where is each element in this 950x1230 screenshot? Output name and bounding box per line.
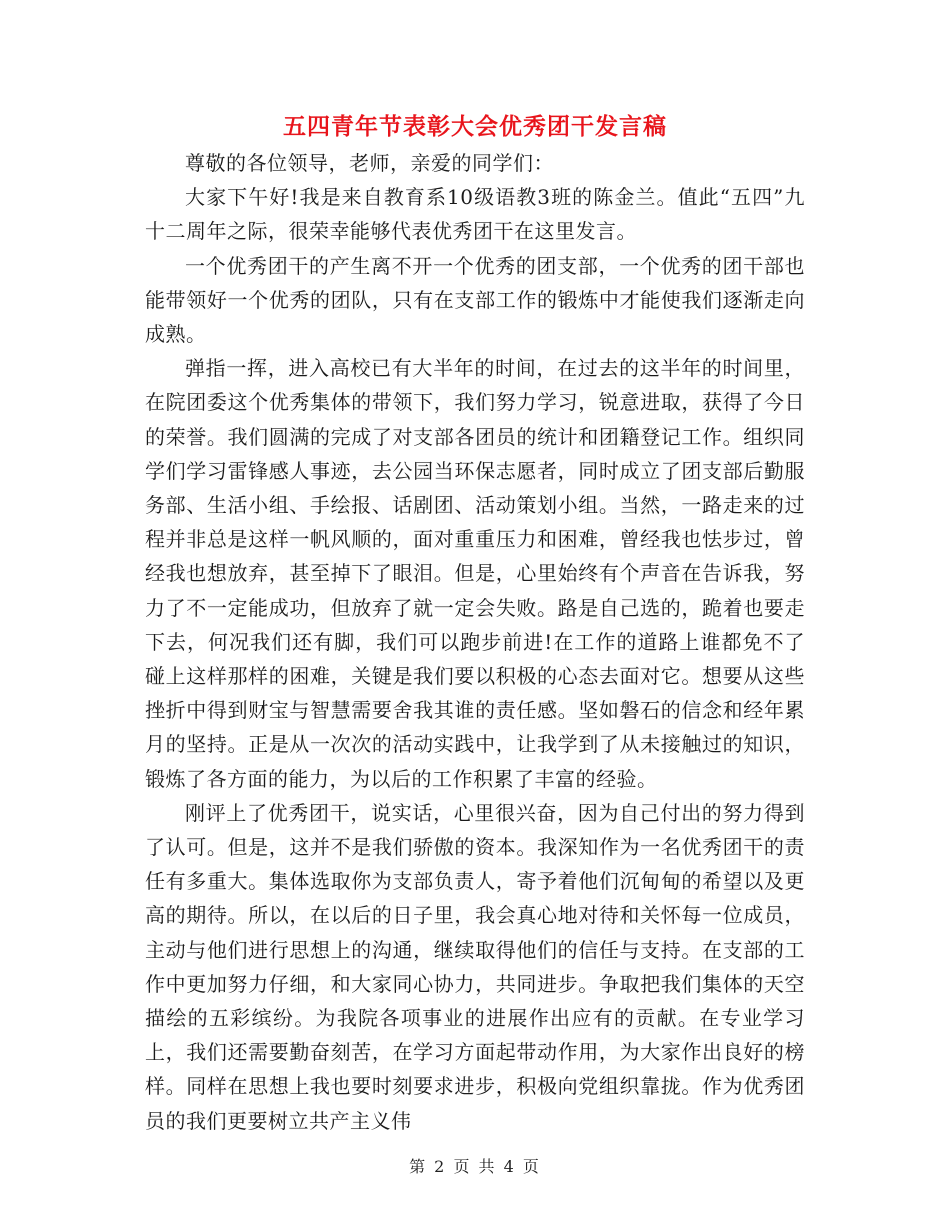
paragraph-commitment: 刚评上了优秀团干，说实话，心里很兴奋，因为自己付出的努力得到了认可。但是，这并不是我们骄傲的资本。我深知作为一名优秀团干的责任有多重大。集体选取你为支部负责人，寄予着他们沉甸甸的希望以及更高的期待。所以，在以后的日子里，我会真心地对待和关怀每一位成员，主动与他们进行思想上的沟通，继续取得他们的信任与支持。在支部的工作中更加努力仔细，和大家同心协力，共同进步。争取把我们集体的天空描绘的五彩缤纷。为我院各项事业的进展作出应有的贡献。在专业学习上，我们还需要勤奋刻苦，在学习方面起带动作用，为大家作出良好的榜样。同样在思想上我也要时刻要求进步，积极向党组织靠拢。作为优秀团员的我们更要树立共产主义伟 (145, 800, 805, 1133)
paragraph-experience: 弹指一挥，进入高校已有大半年的时间，在过去的这半年的时间里，在院团委这个优秀集体的带领下，我们努力学习，锐意进取，获得了今日的荣誉。我们圆满的完成了对支部各团员的统计和团籍登记工作。组织同学们学习雷锋感人事迹，去公园当环保志愿者，同时成立了团支部后勤服务部、生活小组、手绘报、话剧团、活动策划小组。当然，一路走来的过程并非总是这样一帆风顺的，面对重重压力和困难，曾经我也怯步过，曾经我也想放弃，甚至掉下了眼泪。但是，心里始终有个声音在告诉我，努力了不一定能成功，但放弃了就一定会失败。路是自己选的，跪着也要走下去，何况我们还有脚，我们可以跑步前进!在工作的道路上谁都免不了碰上这样那样的困难，关键是我们要以积极的心态去面对它。想要从这些挫折中得到财宝与智慧需要舍我其谁的责任感。坚如磐石的信念和经年累月的坚持。正是从一次次的活动实践中，让我学到了从未接触过的知识，锻炼了各方面的能力，为以后的工作积累了丰富的经验。 (145, 356, 805, 791)
paragraph-greeting: 大家下午好!我是来自教育系10级语教3班的陈金兰。值此“五四”九十二周年之际，很荣幸能够代表优秀团干在这里发言。 (145, 185, 805, 244)
page-number: 第 2 页 共 4 页 (409, 1157, 541, 1176)
paragraph-team: 一个优秀团干的产生离不开一个优秀的团支部，一个优秀的团干部也能带领好一个优秀的团队，只有在支部工作的锻炼中才能使我们逐渐走向成熟。 (145, 253, 805, 347)
document-body (145, 146, 805, 1138)
paragraph-salutation: 尊敬的各位领导，老师，亲爱的同学们： (185, 151, 554, 175)
document-title: 五四青年节表彰大会优秀团干发言稿 (283, 113, 667, 140)
